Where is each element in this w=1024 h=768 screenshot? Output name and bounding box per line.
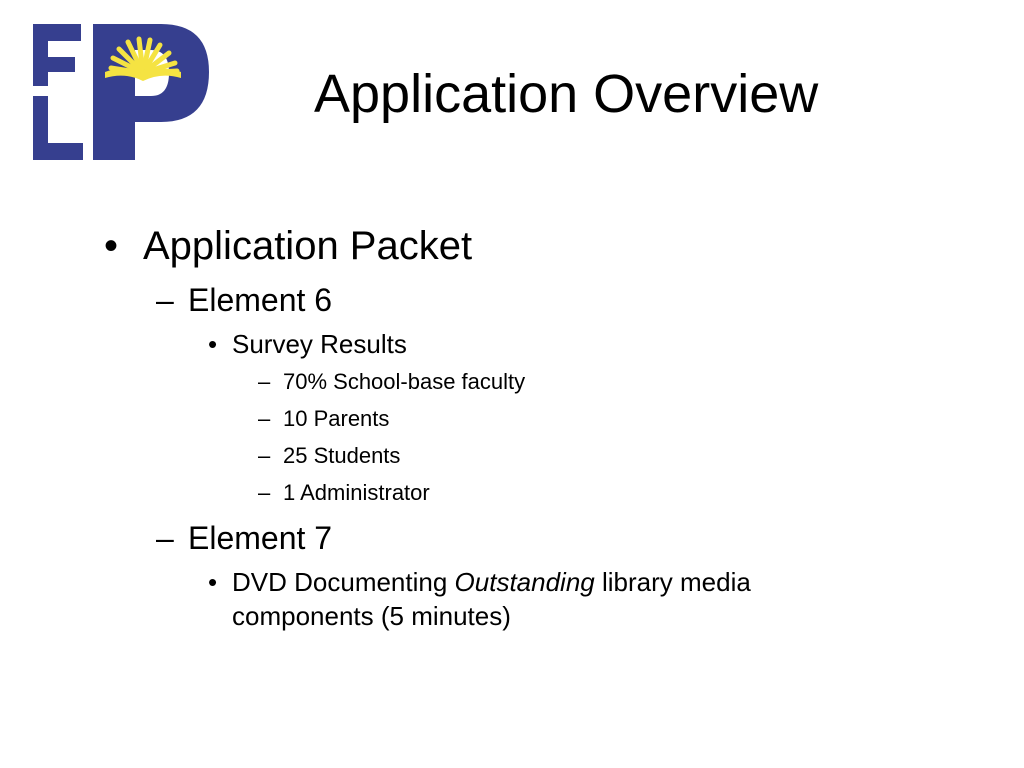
dash-marker: – <box>258 443 271 468</box>
dvd-text-suffix: library media <box>594 567 751 597</box>
dash-marker: – <box>258 480 271 505</box>
dash-marker: – <box>258 369 271 394</box>
dash-marker: – <box>258 406 271 431</box>
survey-item: 10 Parents <box>283 406 390 431</box>
outline-item-element-6: Element 6 <box>188 282 333 318</box>
bullet-marker: • <box>208 567 218 597</box>
outline-item-survey-results: Survey Results <box>232 329 407 359</box>
survey-item: 70% School-base faculty <box>283 369 526 394</box>
survey-item: 1 Administrator <box>283 480 430 505</box>
dvd-text-prefix: DVD Documenting <box>232 567 455 597</box>
slide-title: Application Overview <box>314 64 819 124</box>
dvd-text-emphasis: Outstanding <box>454 567 595 597</box>
survey-item: 25 Students <box>283 443 401 468</box>
bullet-marker: • <box>208 329 218 359</box>
outline-item-dvd-continuation: components (5 minutes) <box>232 601 511 631</box>
outline-item-element-7: Element 7 <box>188 520 333 556</box>
dash-marker: – <box>156 520 174 556</box>
outline-item-dvd <box>232 566 751 598</box>
bullet-marker: • <box>104 224 119 268</box>
dash-marker: – <box>156 282 174 318</box>
outline-item-application-packet: Application Packet <box>143 224 473 268</box>
